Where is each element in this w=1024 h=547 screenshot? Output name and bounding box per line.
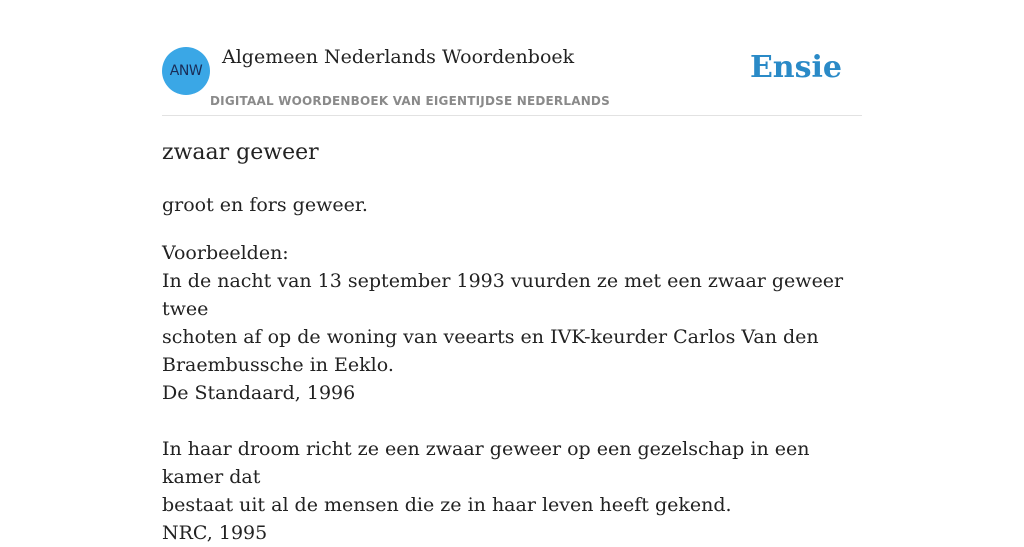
example-1-line-2: schoten af op de woning van veearts en IVK-keurder Carlos Van den [162,326,819,348]
entry-headword: zwaar geweer [162,140,319,165]
example-spacer [162,407,862,435]
ensie-brand-logo[interactable]: Ensie [749,50,842,85]
example-1-line-3: Braembussche in Eeklo. [162,354,394,376]
example-2-source: NRC, 1995 [162,522,268,544]
example-1-source: De Standaard, 1996 [162,382,356,404]
entry-definition: groot en fors geweer. [162,194,368,216]
example-1-line-1: In de nacht van 13 september 1993 vuurden ze met een zwaar geweer twee [162,270,844,320]
site-subtitle: DIGITAAL WOORDENBOEK VAN EIGENTIJDSE NEDERLANDS [210,94,610,108]
example-2-line-2: bestaat uit al de mensen die ze in haar leven heeft gekend. [162,494,732,516]
anw-logo-text: ANW [169,63,203,79]
examples-section [162,239,862,547]
example-2-line-1: In haar droom richt ze een zwaar geweer op een gezelschap in een kamer dat [162,438,810,488]
site-title[interactable]: Algemeen Nederlands Woordenboek [222,46,575,68]
header-divider [162,115,862,116]
anw-logo[interactable] [162,47,210,95]
examples-label: Voorbeelden: [162,242,289,264]
